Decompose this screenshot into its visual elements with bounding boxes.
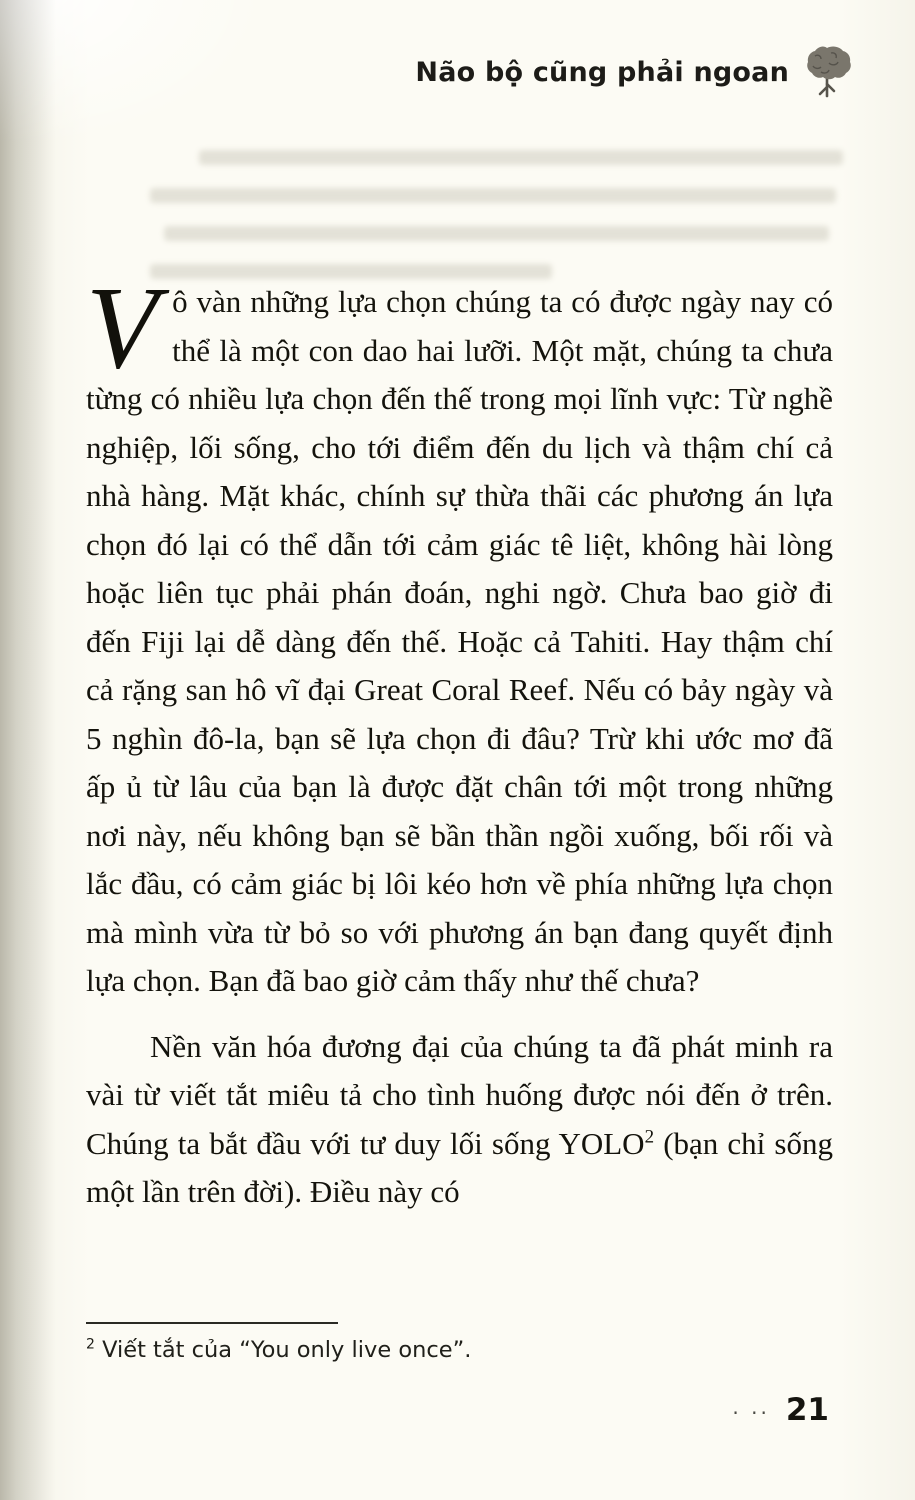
paragraph-1 [86,262,833,1006]
footnote-text: Viết tắt của “You only live once”. [94,1337,472,1363]
body-text [86,262,833,1217]
paragraph-2 [86,1023,833,1217]
footnote-separator [86,1322,338,1324]
page-number: 21 [785,1392,829,1428]
paragraph-2-text-a: Nền văn hóa đương đại của chúng ta đã phát minh ra vài từ viết tắt miêu tả cho tình huống được nói đến ở trên. Chúng ta bắt đầu với tư duy lối sống YOLO [86,1028,833,1161]
dropcap: V [86,262,159,393]
page-footer [732,1392,829,1428]
footnote [86,1334,833,1366]
brain-tree-icon [801,44,853,100]
paragraph-1-text: ô vàn những lựa chọn chúng ta có được ngày nay có thể là một con dao hai lưỡi. Một mặt, chúng ta chưa từng có nhiều lựa chọn đến thế trong mọi lĩnh vực: Từ nghề nghiệp, lối sống, cho tới điểm đến du lịch và thậm chí cả nhà hàng. Mặt khác, chính sự thừa thãi các phương án lựa chọn đó lại có thể dẫn tới cảm giác tê liệt, không hài lòng hoặc liên tục phải phán đoán, nghi ngờ. Chưa bao giờ đi đến Fiji lại dễ dàng đến thế. Hoặc cả Tahiti. Hay thậm chí cả rặng san hô vĩ đại Great Coral Reef. Nếu có bảy ngày và 5 nghìn đô-la, bạn sẽ lựa chọn đi đâu? Trừ khi ước mơ đã ấp ủ từ lâu của bạn là được đặt chân tới một trong những nơi này, nếu không bạn sẽ bần thần ngồi xuống, bối rối và lắc đầu, có cảm giác bị lôi kéo hơn về phía những lựa chọn mà mình vừa từ bỏ so với phương án bạn đang quyết định lựa chọn. Bạn đã bao giờ cảm thấy như thế chưa? [86,284,833,998]
page-number-dots: · ·· [732,1401,770,1425]
footnote-marker: 2 [86,1336,95,1353]
footnote-ref: 2 [644,1126,655,1148]
paragraph-2-text-b: (bạn chỉ sống một lần trên đời). Điều này có [86,1125,833,1209]
page-header [415,44,853,100]
gutter-shadow [0,0,56,1500]
running-title: Não bộ cũng phải ngoan [415,56,789,88]
